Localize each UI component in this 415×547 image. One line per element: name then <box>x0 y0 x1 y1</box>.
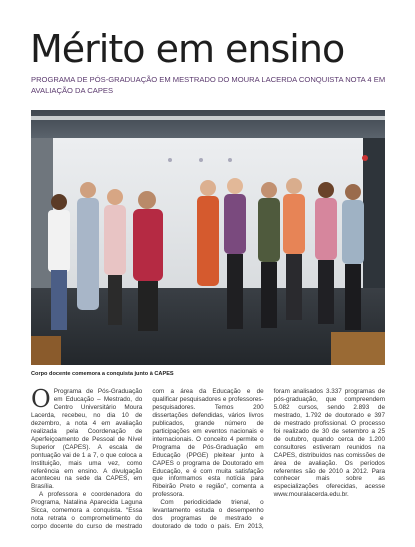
photo-caption: Corpo docente comemora a conquista junto à CAPES <box>31 371 174 377</box>
article-body <box>31 385 385 538</box>
article-paragraph: Com periodicidade trienal, o levantamento estuda o desempenho dos programas de mestrado e doutorado de todo o país. Em 2013, foram analisados 3.337 programas de pós-graduação, que compreendem 5.082 cursos, sendo 2.893 de mestrado, 1.792 de doutorado e 397 de mestrado profissional. O processo foi realizado de 30 de setembro a 25 de outubro, quando cerca de 1.200 consultores estiveram reunidos na CAPES, distribuídos nas comissões de área de avaliação. Os períodos referentes são de 2010 a 2012. Para conhecer mais sobre as especializações oferecidas, acesse www.mouralacerda.edu.br. <box>152 388 385 531</box>
article-subtitle: PROGRAMA DE PÓS-GRADUAÇÃO EM MESTRADO DO MOURA LACERDA CONQUISTA NOTA 4 EM AVALIAÇÃO DA CAPES <box>31 75 386 95</box>
drop-cap: O <box>31 385 51 413</box>
article-paragraph: A professora e coordenadora do Programa, Natalina Aparecida Laguna Sicca, comemora a conquista. “Essa nota retrata o comprometimento do corpo docente do curso de mestrado com a área da Educação e de qualificar pesquisadores e professores-pesquisadores. Temos 200 dissertações defendidas, vários livros publicados, grande número de participações em eventos nacionais e internacionais. O conceito 4 permite o Programa de Pós-Graduação em Educação (PPGE) pleitear junto à CAPES o programa de Doutorado em Educação, e é com muita satisfação que informamos esta notícia para Ribeirão Preto e região”, comenta a professora. <box>31 388 264 531</box>
group-photo <box>31 110 385 365</box>
article-title: Mérito em ensino <box>30 27 345 71</box>
article-paragraph <box>31 385 143 491</box>
paragraph-text: Programa de Pós-Graduação em Educação – Mestrado, do Centro Universitário Moura Lacerda, recebeu, no dia 10 de dezembro, a nota 4 em avaliação realizada pela Coordenação de Aperfeiçoamento de Pessoal de Nível Superior (CAPES). A escala de pontuação vai de 1 a 7, o que coloca a Instituição, mais uma vez, como referência em ensino. A divulgação aconteceu na sede da CAPES, em Brasília. <box>31 388 143 491</box>
